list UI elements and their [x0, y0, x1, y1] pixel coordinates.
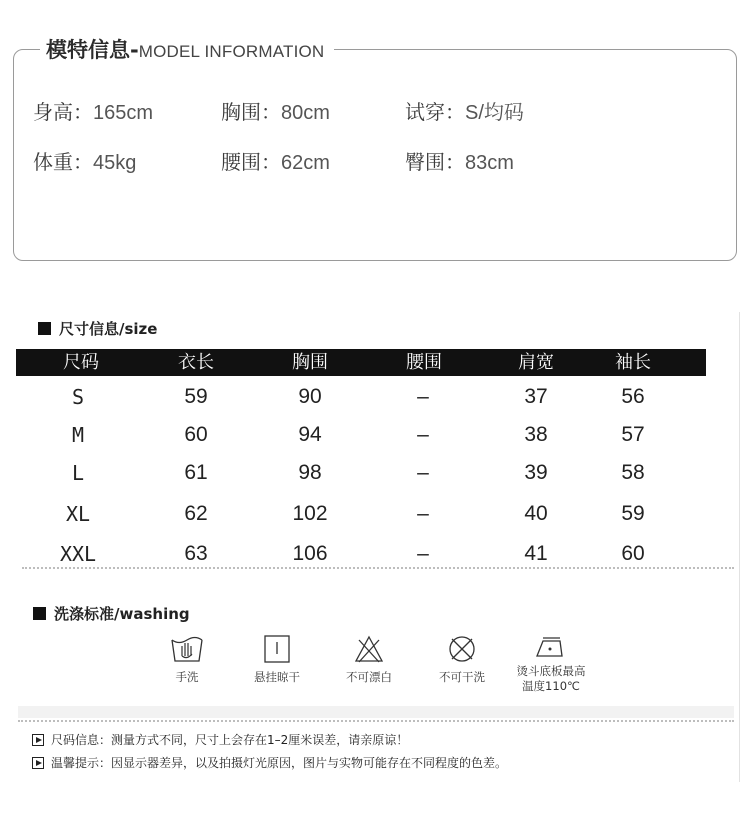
cell-sleeve: 60	[621, 542, 645, 565]
model-hip	[405, 146, 514, 175]
model-hip-value: 83cm	[465, 152, 514, 174]
cell-bust: 98	[298, 461, 322, 484]
dotted-divider	[18, 720, 734, 722]
wash-item-no-dry-clean	[417, 634, 507, 685]
cell-length: 59	[184, 385, 208, 408]
wash-item-no-bleach	[324, 634, 414, 685]
cell-sleeve: 57	[621, 423, 645, 446]
note-size-text: 尺码信息：测量方式不同，尺寸上会存在1–2厘米误差，请亲原谅！	[51, 733, 409, 747]
wash-item-iron	[506, 634, 596, 694]
model-waist-label: 腰围：	[221, 150, 281, 174]
wash-item-hand-wash	[142, 634, 232, 685]
cell-shoulder: 40	[524, 502, 548, 525]
model-info-title	[40, 34, 334, 66]
wash-label-hand-wash: 手洗	[175, 670, 199, 684]
model-weight-label: 体重：	[33, 150, 93, 174]
note-color	[32, 754, 507, 771]
cell-length: 63	[184, 542, 208, 565]
header-sleeve: 袖长	[615, 352, 651, 373]
header-length: 衣长	[178, 352, 214, 373]
wash-label-hang-dry: 悬挂晾干	[254, 670, 300, 684]
wash-item-hang-dry	[232, 634, 322, 685]
square-bullet-icon	[38, 322, 51, 335]
model-hip-label: 臀围：	[405, 150, 465, 174]
cell-sleeve: 59	[621, 502, 645, 525]
wash-label-iron: 烫斗底板最高	[516, 664, 586, 678]
cell-shoulder: 38	[524, 423, 548, 446]
cell-bust: 90	[298, 385, 322, 408]
model-bust	[221, 96, 330, 125]
cell-length: 60	[184, 423, 208, 446]
model-weight-value: 45kg	[93, 152, 137, 174]
hand-wash-icon	[170, 634, 204, 664]
model-info-title-zh: 模特信息-	[46, 38, 139, 62]
model-bust-label: 胸围：	[221, 100, 281, 124]
iron-icon	[534, 634, 568, 660]
header-waist: 腰围	[406, 352, 442, 373]
hang-dry-icon	[262, 634, 292, 664]
dotted-divider	[22, 567, 734, 569]
cell-waist: –	[417, 461, 429, 484]
cell-shoulder: 39	[524, 461, 548, 484]
play-icon	[32, 757, 44, 769]
no-bleach-icon	[353, 634, 385, 664]
cell-sleeve: 56	[621, 385, 645, 408]
grey-band	[18, 706, 734, 718]
cell-size: S	[71, 385, 85, 409]
wash-label-iron-temp: 温度110℃	[522, 679, 580, 693]
cell-bust: 102	[292, 502, 328, 525]
size-heading-text: 尺寸信息/size	[59, 320, 158, 338]
model-info-title-en: MODEL INFORMATION	[138, 42, 325, 61]
washing-heading	[33, 603, 190, 624]
cell-shoulder: 37	[524, 385, 548, 408]
header-shoulder: 肩宽	[518, 352, 554, 373]
washing-heading-text: 洗涤标准/washing	[54, 605, 190, 623]
model-height	[33, 96, 153, 125]
cell-shoulder: 41	[524, 542, 548, 565]
cell-size: XXL	[59, 542, 97, 566]
model-tried-label: 试穿：	[405, 100, 465, 124]
cell-waist: –	[417, 502, 429, 525]
model-height-label: 身高：	[33, 100, 93, 124]
wash-label-no-dry-clean: 不可干洗	[439, 670, 485, 684]
cell-waist: –	[417, 423, 429, 446]
cell-bust: 94	[298, 423, 322, 446]
header-bust: 胸围	[292, 352, 328, 373]
model-tried-value: S/均码	[465, 102, 524, 124]
wash-label-no-bleach: 不可漂白	[346, 670, 392, 684]
cell-size: M	[71, 423, 85, 447]
model-bust-value: 80cm	[281, 102, 330, 124]
cell-sleeve: 58	[621, 461, 645, 484]
cell-waist: –	[417, 385, 429, 408]
model-waist-value: 62cm	[281, 152, 330, 174]
size-table-header	[16, 349, 706, 376]
cell-size: XL	[65, 502, 91, 526]
model-tried	[405, 96, 524, 125]
cell-waist: –	[417, 542, 429, 565]
right-divider	[739, 312, 740, 782]
cell-length: 62	[184, 502, 208, 525]
note-size	[32, 731, 408, 748]
cell-size: L	[71, 461, 85, 485]
model-weight	[33, 146, 136, 175]
square-bullet-icon	[33, 607, 46, 620]
cell-bust: 106	[292, 542, 328, 565]
cell-length: 61	[184, 461, 208, 484]
no-dry-clean-icon	[447, 634, 477, 664]
header-size: 尺码	[63, 352, 99, 373]
play-icon	[32, 734, 44, 746]
note-color-text: 温馨提示：因显示器差异，以及拍摄灯光原因，图片与实物可能存在不同程度的色差。	[51, 756, 508, 770]
model-height-value: 165cm	[93, 102, 154, 124]
model-waist	[221, 146, 330, 175]
size-heading	[38, 318, 157, 339]
